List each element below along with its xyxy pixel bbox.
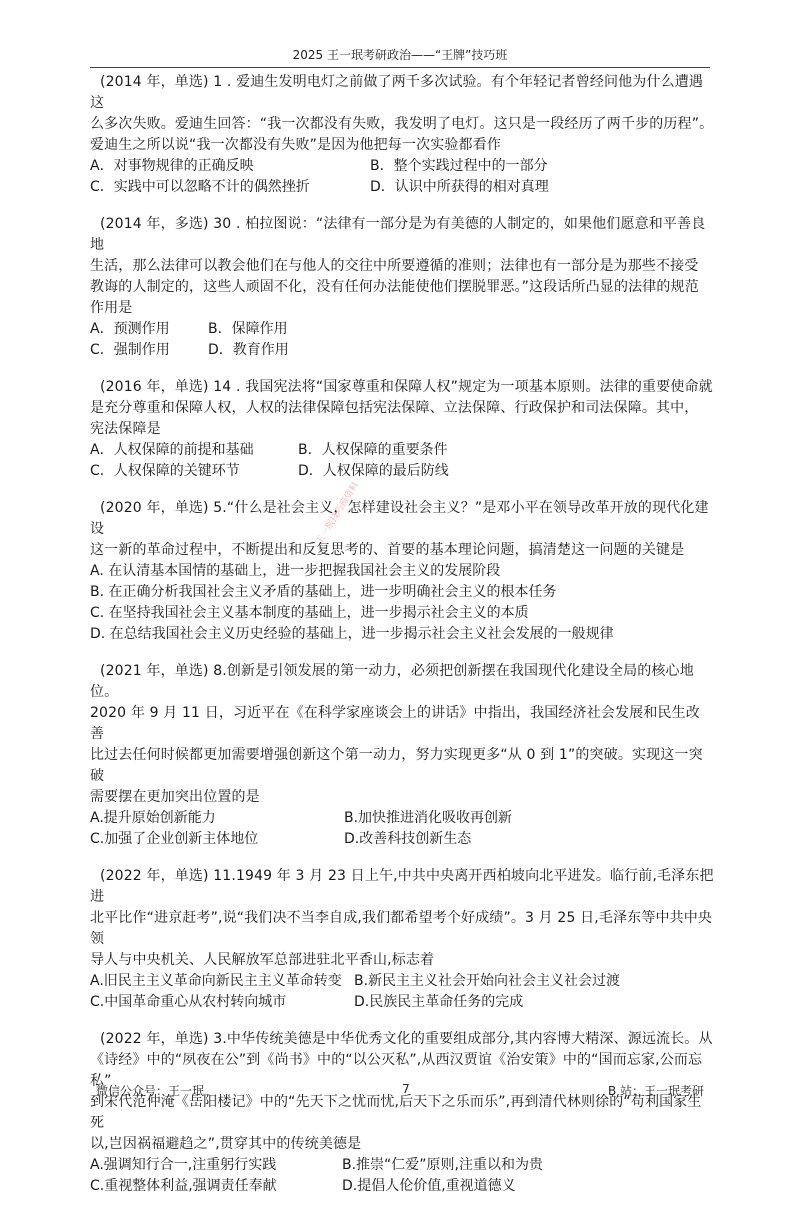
question-stem: [90, 377, 714, 440]
question-list: [90, 72, 714, 1213]
answer-option: A．对事物规律的正确反映: [90, 158, 254, 174]
stem-line: 《诗经》中的“夙夜在公”到《尚书》中的“以公灭私”,从西汉贾谊《治安策》中的“国而忘家,公而忘私”: [90, 1052, 703, 1089]
question-block: [90, 72, 714, 198]
page-header: 2025 王一珉考研政治——“王牌”技巧班: [90, 46, 710, 68]
option-row: [90, 808, 714, 829]
question-block: [90, 498, 714, 645]
answer-option: B.新民主主义社会开始向社会主义社会过渡: [354, 973, 621, 989]
option-row: [90, 340, 714, 361]
stem-line: 北平比作“进京赶考”,说“我们决不当李自成,我们都希望考个好成绩”。3 月 25 日,毛泽东等中共中央领: [90, 910, 713, 947]
stem-line: (2016 年，单选) 14 . 我国宪法将“国家尊重和保障人权”规定为一项基本原则。法律的重要使命就: [100, 379, 713, 395]
option-row: [90, 971, 714, 992]
answer-option: D.改善科技创新生态: [344, 831, 472, 847]
answer-option: A.强调知行合一,注重躬行实践: [90, 1157, 277, 1173]
option-row: [90, 992, 714, 1013]
stem-line: 这一新的革命过程中，不断提出和反复思考的、首要的基本理论问题，搞清楚这一问题的关键是: [90, 542, 685, 558]
stem-line: 需要摆在更加突出位置的是: [90, 789, 260, 805]
stem-line: (2022 年，单选) 11.1949 年 3 月 23 日上午,中共中央离开西柏坡向北平进发。临行前,毛泽东把进: [90, 868, 714, 905]
answer-option: D．人权保障的最后防线: [298, 463, 449, 479]
answer-option: B.加快推进消化吸收再创新: [344, 810, 513, 826]
answer-option: C. 在坚持我国社会主义基本制度的基础上，进一步揭示社会主义的本质: [90, 605, 529, 621]
answer-option: A．预测作用: [90, 321, 170, 337]
question-stem: [90, 72, 714, 156]
question-block: [90, 377, 714, 482]
stem-line: 是充分尊重和保障人权，人权的法律保障包括宪法保障、立法保障、行政保护和司法保障。其中，: [90, 400, 699, 416]
option-row: [90, 461, 714, 482]
stem-line: 作用是: [90, 300, 133, 316]
question-block: [90, 866, 714, 1013]
answer-option: A.提升原始创新能力: [90, 810, 216, 826]
question-stem: [90, 866, 714, 971]
answer-option: C.加强了企业创新主体地位: [90, 831, 259, 847]
stem-line: 宪法保障是: [90, 421, 161, 437]
stem-line: 爱迪生之所以说“我一次都没有失败”是因为他把每一次实验都看作: [90, 137, 502, 153]
stem-line: (2021 年，单选) 8.创新是引领发展的第一动力，必须把创新摆在我国现代化建设全局的核心地位。: [90, 663, 694, 700]
answer-option: C．强制作用: [90, 342, 170, 358]
stem-line: 到宋代范仲淹《岳阳楼记》中的“先天下之忧而忧,后天下之乐而乐”,再到清代林则徐的“苟利国家生死: [90, 1094, 702, 1131]
answer-option: C．人权保障的关键环节: [90, 463, 240, 479]
stem-line: (2020 年，单选) 5.“什么是社会主义，怎样建设社会主义？”是邓小平在领导改革开放的现代化建设: [90, 500, 709, 537]
stem-line: (2022 年，单选) 3.中华传统美德是中华优秀文化的重要组成部分,其内容博大精深、源远流长。从: [100, 1031, 713, 1047]
stem-line: 教诲的人制定的，这些人顽固不化，没有任何办法能使他们摆脱罪恶。”这段话所凸显的法律的规范: [90, 279, 699, 295]
question-block: [90, 661, 714, 850]
stem-line: 导人与中央机关、人民解放军总部进驻北平香山,标志着: [90, 952, 435, 968]
option-row: [90, 1155, 714, 1176]
answer-option: A．人权保障的前提和基础: [90, 442, 254, 458]
footer-bilibili: B 站：王一珉考研: [607, 1084, 704, 1098]
answer-option: D. 在总结我国社会主义历史经验的基础上，进一步揭示社会主义社会发展的一般规律: [90, 626, 614, 642]
question-block: [90, 1029, 714, 1197]
option-row: [90, 319, 714, 340]
stem-line: 生活，那么法律可以教会他们在与他人的交往中所要遵循的准则；法律也有一部分是为那些不接受: [90, 258, 699, 274]
option-row: [90, 156, 714, 177]
answer-option: D．认识中所获得的相对真理: [370, 179, 549, 195]
option-row: [90, 829, 714, 850]
footer-page-number: 7: [402, 1082, 410, 1096]
answer-option: B.推崇“仁爱”原则,注重以和为贵: [342, 1157, 544, 1173]
stem-line: (2014 年，多选) 30 . 柏拉图说：“法律有一部分是为有美德的人制定的，如果他们愿意和平善良地: [90, 216, 706, 253]
option-row: [90, 582, 714, 603]
stem-line: 以,岂因祸福避趋之”,贯穿其中的传统美德是: [90, 1136, 362, 1152]
option-row: [90, 440, 714, 461]
answer-option: C.重视整体利益,强调责任奉献: [90, 1178, 277, 1194]
answer-option: B．整个实践过程中的一部分: [370, 158, 548, 174]
stem-line: 么多次失败。爱迪生回答：“我一次都没有失败，我发明了电灯。这只是一段经历了两千步的历程”。: [90, 116, 714, 132]
stem-line: 比过去任何时候都更加需要增强创新这个第一动力，努力实现更多“从 0 到 1”的突破。实现这一突破: [90, 747, 703, 784]
question-stem: [90, 661, 714, 808]
answer-option: C.中国革命重心从农村转向城市: [90, 994, 287, 1010]
option-row: [90, 1176, 714, 1197]
answer-option: B. 在正确分析我国社会主义矛盾的基础上，进一步明确社会主义的根本任务: [90, 584, 557, 600]
footer-wechat: 微信公众号：王一珉: [96, 1084, 205, 1098]
watermark: 王一珉技巧班资料: [314, 480, 362, 547]
answer-option: A. 在认清基本国情的基础上，进一步把握我国社会主义的发展阶段: [90, 563, 501, 579]
answer-option: D．教育作用: [208, 342, 289, 358]
stem-line: (2014 年，单选) 1 . 爱迪生发明电灯之前做了两千多次试验。有个年轻记者曾经问他为什么遭遇这: [90, 74, 704, 111]
answer-option: B．保障作用: [208, 321, 288, 337]
page-footer: [96, 1082, 704, 1099]
answer-option: D.提倡人伦价值,重视道德义: [342, 1178, 516, 1194]
answer-option: A.旧民主主义革命向新民主主义革命转变: [90, 973, 342, 989]
option-row: [90, 177, 714, 198]
answer-option: B．人权保障的重要条件: [298, 442, 448, 458]
question-stem: [90, 498, 714, 561]
answer-option: C．实践中可以忽略不计的偶然挫折: [90, 179, 310, 195]
question-block: [90, 214, 714, 361]
option-row: [90, 624, 714, 645]
option-row: [90, 603, 714, 624]
question-stem: [90, 214, 714, 319]
option-row: [90, 561, 714, 582]
answer-option: D.民族民主革命任务的完成: [354, 994, 524, 1010]
stem-line: 2020 年 9 月 11 日，习近平在《在科学家座谈会上的讲话》中指出，我国经济社会发展和民生改善: [90, 705, 700, 742]
